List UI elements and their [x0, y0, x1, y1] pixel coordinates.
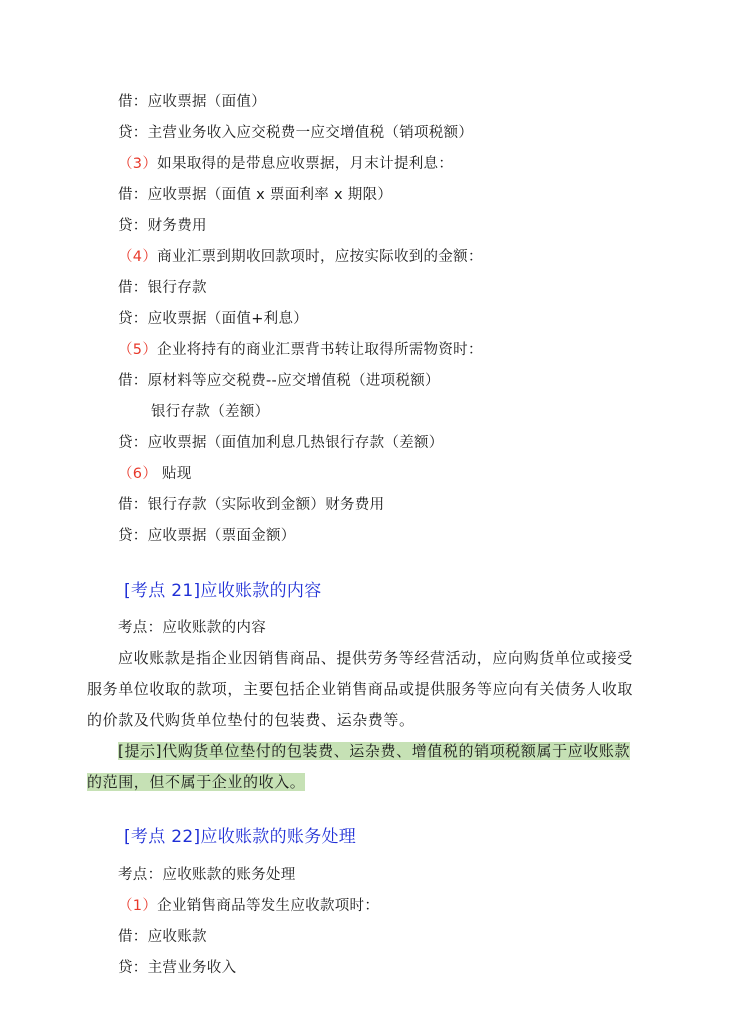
tip-highlight: [提示]代购货单位垫付的包装费、运杂费、增值税的销项税额属于应收账款 — [118, 742, 631, 760]
entry-credit-notes-difference: 贷：应收票据（面值加利息几热银行存款（差额） — [118, 435, 444, 451]
entry-debit-materials-vat: 借：原材料等应交税费--应交增值税（进项税额） — [118, 373, 440, 389]
step-text: 贴现 — [157, 466, 192, 482]
step-number: （6） — [118, 466, 158, 482]
section-22-step-1-line — [118, 896, 379, 916]
entry-debit-bank: 借：银行存款 — [118, 280, 207, 296]
tip-line-2 — [87, 767, 305, 798]
entry-credit-finance-cost: 贷：财务费用 — [118, 218, 207, 234]
section-21-paragraph-line-3: 的价款及代购货单位垫付的包装费、运杂费等。 — [87, 711, 415, 729]
step-6-line — [118, 464, 192, 484]
step-text: 企业销售商品等发生应收款项时： — [157, 898, 380, 914]
section-21-paragraph-line-1: 应收账款是指企业因销售商品、提供劳务等经营活动，应向购货单位或接受 — [118, 649, 633, 667]
entry-debit-notes-face: 借：应收票据（面值） — [118, 94, 266, 110]
entry-debit-notes-interest: 借：应收票据（面值 x 票面利率 x 期限） — [118, 187, 393, 203]
section-21-kaodian: 考点：应收账款的内容 — [118, 620, 266, 636]
section-22-kaodian: 考点：应收账款的账务处理 — [118, 867, 296, 883]
step-4-line — [118, 247, 483, 267]
step-number: （4） — [118, 249, 158, 265]
section-21-paragraph-line-2: 服务单位收取的款项，主要包括企业销售商品或提供服务等应向有关债务人收取 — [87, 680, 634, 698]
step-number: （3） — [118, 156, 158, 172]
section-21-heading: [考点 21]应收账款的内容 — [124, 581, 322, 601]
step-3-line — [118, 154, 453, 174]
entry-debit-bank-finance: 借：银行存款（实际收到金额）财务费用 — [118, 497, 385, 513]
entry-credit-notes-amount: 贷：应收票据（票面金额） — [118, 528, 296, 544]
step-text: 商业汇票到期收回款项时，应按实际收到的金额： — [157, 249, 483, 265]
entry-credit-notes-face-interest: 贷：应收票据（面值+利息） — [118, 311, 309, 327]
entry-bank-difference: 银行存款（差额） — [151, 404, 270, 420]
entry-credit-revenue: 贷：主营业务收入 — [118, 960, 237, 976]
tip-highlight: 的范围，但不属于企业的收入。 — [87, 773, 306, 791]
step-number: （5） — [118, 342, 158, 358]
step-text: 企业将持有的商业汇票背书转让取得所需物资时： — [157, 342, 483, 358]
entry-debit-receivable: 借：应收账款 — [118, 929, 207, 945]
tip-line-1 — [118, 736, 630, 767]
step-5-line — [118, 340, 483, 360]
section-22-heading: [考点 22]应收账款的账务处理 — [124, 827, 357, 847]
entry-credit-revenue-vat: 贷：主营业务收入应交税费一应交增值税（销项税额） — [118, 125, 474, 141]
step-text: 如果取得的是带息应收票据，月末计提利息： — [157, 156, 454, 172]
step-number: （1） — [118, 898, 158, 914]
